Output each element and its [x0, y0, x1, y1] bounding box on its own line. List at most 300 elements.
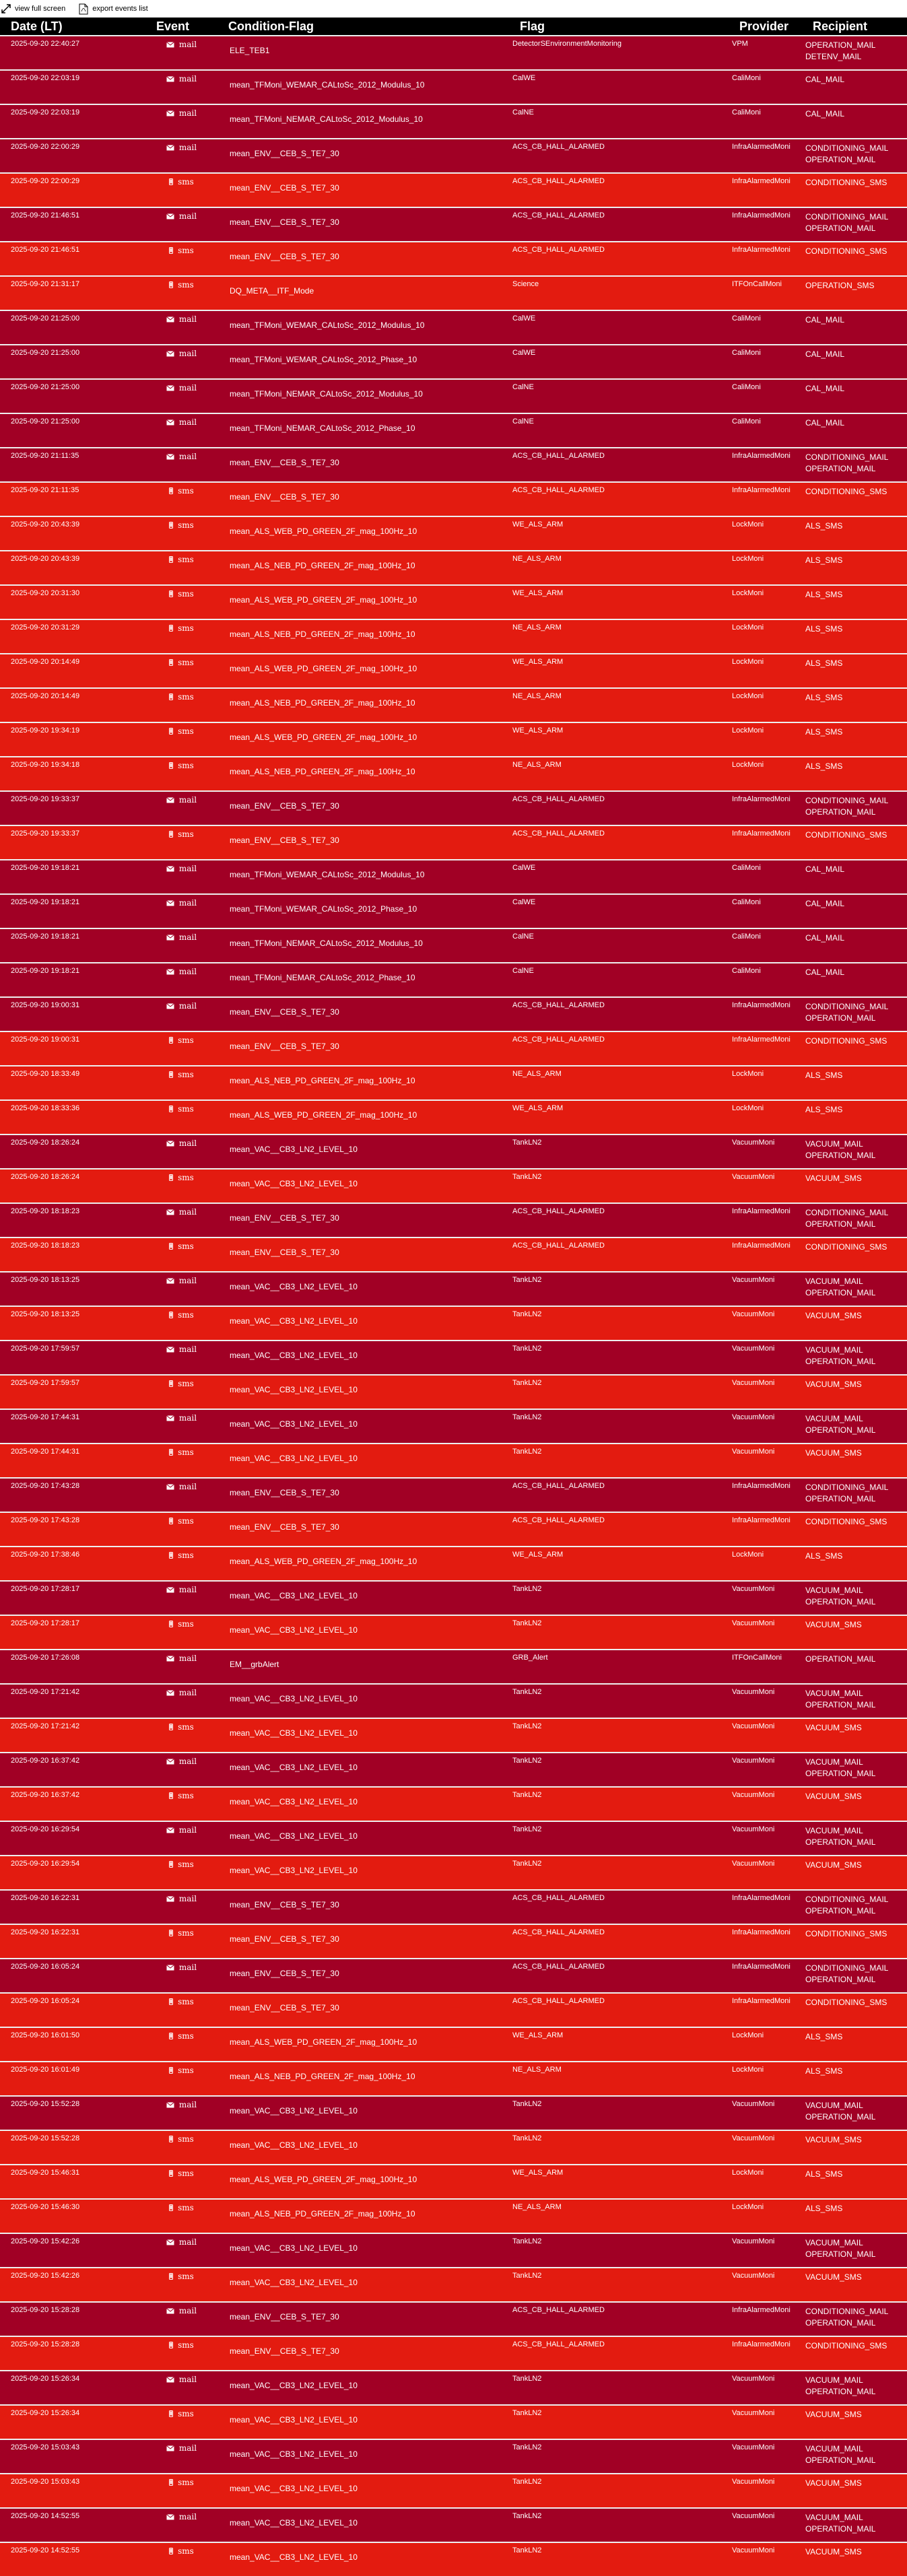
event-flag: WE_ALS_ARM [509, 2027, 729, 2062]
table-row[interactable] [0, 1856, 907, 1890]
event-date: 2025-09-20 17:21:42 [0, 1684, 145, 1718]
table-row[interactable] [0, 1787, 907, 1821]
recipient-name: VACUUM_SMS [805, 1723, 862, 1732]
event-date: 2025-09-20 15:42:26 [0, 2233, 145, 2268]
event-type-label: sms [178, 177, 194, 187]
event-type [145, 1100, 217, 1134]
event-date: 2025-09-20 19:33:37 [0, 825, 145, 860]
table-row[interactable] [0, 1238, 907, 1272]
event-type [145, 1615, 217, 1650]
envelope-icon [166, 1002, 174, 1011]
recipient-name: CONDITIONING_MAIL [805, 212, 889, 222]
event-flag: ACS_CB_HALL_ALARMED [509, 242, 729, 276]
event-type [145, 2336, 217, 2371]
table-row[interactable] [0, 482, 907, 516]
event-type-label: sms [178, 1551, 194, 1560]
table-row[interactable] [0, 448, 907, 482]
event-type-label: mail [178, 864, 197, 873]
table-row[interactable] [0, 963, 907, 997]
event-flag: WE_ALS_ARM [509, 2165, 729, 2199]
event-provider: VacuumMoni [729, 1169, 802, 1203]
event-flag: TankLN2 [509, 1444, 729, 1478]
event-provider: LockMoni [729, 619, 802, 654]
recipient-name: OPERATION_MAIL [805, 40, 876, 50]
event-flag: TankLN2 [509, 2405, 729, 2439]
event-type [145, 104, 217, 139]
table-row[interactable] [0, 894, 907, 928]
event-date: 2025-09-20 19:18:21 [0, 928, 145, 963]
event-condition-flag: mean_TFMoni_NEMAR_CALtoSc_2012_Modulus_10 [217, 928, 509, 963]
mobile-phone-icon [169, 2547, 173, 2556]
event-date: 2025-09-20 15:52:28 [0, 2130, 145, 2165]
table-row[interactable] [0, 242, 907, 276]
event-provider: InfraAlarmedMoni [729, 1993, 802, 2027]
event-type [145, 2096, 217, 2130]
table-row[interactable] [0, 207, 907, 242]
recipient-name: OPERATION_MAIL [805, 1425, 876, 1435]
event-type-label: sms [178, 1173, 194, 1182]
recipient-name: VACUUM_MAIL [805, 2375, 863, 2385]
view-full-screen-link[interactable] [1, 4, 65, 13]
table-row[interactable] [0, 1375, 907, 1409]
recipient-name: CONDITIONING_MAIL [805, 1002, 889, 1011]
event-type-label: sms [178, 520, 194, 530]
event-type-label: sms [178, 2340, 194, 2350]
event-type [145, 345, 217, 379]
header-provider: Provider [729, 18, 802, 36]
event-condition-flag: mean_VAC__CB3_LN2_LEVEL_10 [217, 1272, 509, 1306]
event-condition-flag: mean_ENV__CEB_S_TE7_30 [217, 139, 509, 173]
recipient-name: CONDITIONING_MAIL [805, 452, 889, 462]
event-recipients [802, 482, 907, 516]
table-row[interactable] [0, 1169, 907, 1203]
recipient-name: OPERATION_SMS [805, 281, 875, 290]
table-row[interactable] [0, 2336, 907, 2371]
event-flag: Science [509, 276, 729, 310]
event-date: 2025-09-20 19:00:31 [0, 1031, 145, 1066]
event-recipients [802, 825, 907, 860]
event-provider: LockMoni [729, 654, 802, 688]
envelope-icon [166, 212, 174, 222]
event-condition-flag: mean_TFMoni_NEMAR_CALtoSc_2012_Modulus_10 [217, 379, 509, 413]
table-row[interactable] [0, 2508, 907, 2542]
table-row[interactable] [0, 1203, 907, 1238]
event-date: 2025-09-20 16:22:31 [0, 1890, 145, 1924]
event-type [145, 1547, 217, 1581]
event-flag: TankLN2 [509, 1787, 729, 1821]
envelope-icon [166, 1483, 174, 1492]
recipient-name: OPERATION_MAIL [805, 2387, 876, 2396]
event-recipients [802, 2199, 907, 2233]
event-provider: CaliMoni [729, 928, 802, 963]
event-flag: ACS_CB_HALL_ALARMED [509, 1993, 729, 2027]
table-row[interactable] [0, 1444, 907, 1478]
event-recipients [802, 928, 907, 963]
recipient-name: VACUUM_SMS [805, 1380, 862, 1389]
table-row[interactable] [0, 2439, 907, 2474]
events-body [0, 36, 907, 2576]
event-condition-flag: mean_VAC__CB3_LN2_LEVEL_10 [217, 1718, 509, 1753]
event-flag: WE_ALS_ARM [509, 516, 729, 551]
recipient-name: CONDITIONING_SMS [805, 1929, 887, 1938]
table-row[interactable] [0, 791, 907, 825]
event-provider: LockMoni [729, 2062, 802, 2096]
event-flag: CalNE [509, 104, 729, 139]
recipient-name: VACUUM_SMS [805, 1311, 862, 1320]
event-type-label: sms [178, 2272, 194, 2281]
pdf-file-icon [79, 3, 88, 15]
event-recipients [802, 70, 907, 104]
envelope-icon [166, 1139, 174, 1149]
event-recipients [802, 2062, 907, 2096]
event-date: 2025-09-20 22:00:29 [0, 139, 145, 173]
event-type [145, 1444, 217, 1478]
event-date: 2025-09-20 16:05:24 [0, 1993, 145, 2027]
event-type [145, 2508, 217, 2542]
event-condition-flag: mean_ALS_NEB_PD_GREEN_2F_mag_100Hz_10 [217, 688, 509, 722]
recipient-name: ALS_SMS [805, 1071, 843, 1080]
event-flag: WE_ALS_ARM [509, 1100, 729, 1134]
event-provider: LockMoni [729, 1100, 802, 1134]
event-type-label: mail [178, 1001, 197, 1011]
event-type-label: mail [178, 1276, 197, 1285]
event-recipients [802, 2508, 907, 2542]
recipient-name: VACUUM_MAIL [805, 1345, 863, 1355]
event-type-label: mail [178, 795, 197, 805]
event-type [145, 1134, 217, 1169]
event-condition-flag: mean_ENV__CEB_S_TE7_30 [217, 2302, 509, 2336]
table-row[interactable] [0, 825, 907, 860]
event-recipients [802, 1341, 907, 1375]
recipient-name: VACUUM_MAIL [805, 1586, 863, 1595]
recipient-name: CONDITIONING_SMS [805, 1242, 887, 1252]
table-row[interactable] [0, 1409, 907, 1444]
event-type-label: sms [178, 1036, 194, 1045]
table-row[interactable] [0, 2130, 907, 2165]
event-provider: CaliMoni [729, 104, 802, 139]
event-provider: VacuumMoni [729, 2508, 802, 2542]
event-recipients [802, 1924, 907, 1959]
table-row[interactable] [0, 1993, 907, 2027]
event-recipients [802, 585, 907, 619]
table-row[interactable] [0, 688, 907, 722]
table-row[interactable] [0, 1066, 907, 1100]
event-condition-flag: mean_ALS_WEB_PD_GREEN_2F_mag_100Hz_10 [217, 1547, 509, 1581]
event-flag: NE_ALS_ARM [509, 688, 729, 722]
event-type [145, 1684, 217, 1718]
event-type-label: sms [178, 1070, 194, 1079]
event-condition-flag: mean_TFMoni_NEMAR_CALtoSc_2012_Phase_10 [217, 963, 509, 997]
event-date: 2025-09-20 15:26:34 [0, 2405, 145, 2439]
mobile-phone-icon [169, 2169, 173, 2179]
table-row[interactable] [0, 345, 907, 379]
event-recipients [802, 1959, 907, 1993]
event-date: 2025-09-20 21:25:00 [0, 310, 145, 345]
table-row[interactable] [0, 2371, 907, 2405]
event-type-label: mail [178, 1825, 197, 1835]
table-row[interactable] [0, 1959, 907, 1993]
table-row[interactable] [0, 173, 907, 207]
mobile-phone-icon [169, 590, 173, 599]
event-condition-flag: mean_VAC__CB3_LN2_LEVEL_10 [217, 1444, 509, 1478]
event-type [145, 1787, 217, 1821]
table-row[interactable] [0, 2268, 907, 2302]
event-type-label: mail [178, 1585, 197, 1594]
event-recipients [802, 722, 907, 757]
recipient-name: VACUUM_MAIL [805, 1414, 863, 1423]
table-row[interactable] [0, 1272, 907, 1306]
event-recipients [802, 997, 907, 1031]
table-row[interactable] [0, 1478, 907, 1512]
table-row[interactable] [0, 997, 907, 1031]
event-condition-flag: mean_ALS_WEB_PD_GREEN_2F_mag_100Hz_10 [217, 2027, 509, 2062]
table-row[interactable] [0, 2233, 907, 2268]
event-provider: ITFOnCallMoni [729, 1650, 802, 1684]
table-row[interactable] [0, 1341, 907, 1375]
event-type-label: sms [178, 658, 194, 667]
event-date: 2025-09-20 21:25:00 [0, 379, 145, 413]
event-type [145, 894, 217, 928]
table-row[interactable] [0, 2405, 907, 2439]
recipient-name: OPERATION_MAIL [805, 1769, 876, 1778]
event-type-label: sms [178, 623, 194, 633]
event-provider: InfraAlarmedMoni [729, 242, 802, 276]
recipient-name: VACUUM_SMS [805, 2272, 862, 2282]
recipient-name: CONDITIONING_SMS [805, 830, 887, 840]
event-provider: InfraAlarmedMoni [729, 173, 802, 207]
event-flag: ACS_CB_HALL_ALARMED [509, 2302, 729, 2336]
table-row[interactable] [0, 1718, 907, 1753]
event-flag: TankLN2 [509, 1615, 729, 1650]
table-row[interactable] [0, 2302, 907, 2336]
event-condition-flag: mean_VAC__CB3_LN2_LEVEL_10 [217, 2371, 509, 2405]
event-type-label: sms [178, 2478, 194, 2487]
event-flag: NE_ALS_ARM [509, 1066, 729, 1100]
event-type [145, 1650, 217, 1684]
mobile-phone-icon [169, 555, 173, 565]
event-date: 2025-09-20 14:52:55 [0, 2508, 145, 2542]
event-flag: ACS_CB_HALL_ALARMED [509, 1031, 729, 1066]
table-row[interactable] [0, 413, 907, 448]
event-type [145, 2165, 217, 2199]
header-recipient: Recipient [802, 18, 907, 36]
event-date: 2025-09-20 20:14:49 [0, 654, 145, 688]
envelope-icon [166, 796, 174, 805]
recipient-name: ALS_SMS [805, 2204, 843, 2213]
table-row[interactable] [0, 1684, 907, 1718]
event-date: 2025-09-20 22:03:19 [0, 70, 145, 104]
mobile-phone-icon [169, 761, 173, 771]
event-type [145, 1203, 217, 1238]
toolbar [0, 0, 907, 18]
event-type [145, 1581, 217, 1615]
event-type-label: sms [178, 1242, 194, 1251]
envelope-icon [166, 1208, 174, 1217]
event-type-label: mail [178, 40, 197, 49]
event-condition-flag: mean_ENV__CEB_S_TE7_30 [217, 1238, 509, 1272]
table-row[interactable] [0, 379, 907, 413]
event-condition-flag: mean_VAC__CB3_LN2_LEVEL_10 [217, 2439, 509, 2474]
event-type-label: mail [178, 383, 197, 393]
event-flag: ACS_CB_HALL_ALARMED [509, 448, 729, 482]
recipient-name: VACUUM_SMS [805, 1174, 862, 1183]
event-recipients [802, 1753, 907, 1787]
table-row[interactable] [0, 1650, 907, 1684]
event-condition-flag: mean_TFMoni_WEMAR_CALtoSc_2012_Phase_10 [217, 345, 509, 379]
recipient-name: VACUUM_MAIL [805, 2513, 863, 2522]
event-flag: ACS_CB_HALL_ALARMED [509, 482, 729, 516]
recipient-name: CONDITIONING_SMS [805, 1036, 887, 1046]
envelope-icon [166, 143, 174, 153]
event-type-label: sms [178, 1860, 194, 1869]
header-date: Date (LT) [0, 18, 145, 36]
table-row[interactable] [0, 1615, 907, 1650]
event-type [145, 997, 217, 1031]
event-provider: InfraAlarmedMoni [729, 139, 802, 173]
recipient-name: ALS_SMS [805, 1551, 843, 1561]
envelope-icon [166, 899, 174, 908]
event-condition-flag: mean_ENV__CEB_S_TE7_30 [217, 1890, 509, 1924]
table-row[interactable] [0, 757, 907, 791]
table-row[interactable] [0, 551, 907, 585]
table-row[interactable] [0, 36, 907, 70]
event-condition-flag: mean_TFMoni_WEMAR_CALtoSc_2012_Modulus_10 [217, 310, 509, 345]
table-row[interactable] [0, 1890, 907, 1924]
event-provider: LockMoni [729, 2027, 802, 2062]
recipient-name: CONDITIONING_SMS [805, 1998, 887, 2007]
mobile-phone-icon [169, 2272, 173, 2282]
event-type-label: sms [178, 589, 194, 599]
event-type [145, 688, 217, 722]
event-condition-flag: mean_TFMoni_NEMAR_CALtoSc_2012_Modulus_10 [217, 104, 509, 139]
event-condition-flag: mean_ENV__CEB_S_TE7_30 [217, 1924, 509, 1959]
table-row[interactable] [0, 2165, 907, 2199]
event-type [145, 2233, 217, 2268]
event-date: 2025-09-20 19:18:21 [0, 963, 145, 997]
event-date: 2025-09-20 17:28:17 [0, 1615, 145, 1650]
event-recipients [802, 1581, 907, 1615]
event-flag: CalWE [509, 860, 729, 894]
table-row[interactable] [0, 2062, 907, 2096]
event-date: 2025-09-20 20:14:49 [0, 688, 145, 722]
event-recipients [802, 1134, 907, 1169]
recipient-name: DETENV_MAIL [805, 52, 862, 61]
envelope-icon [166, 1826, 174, 1835]
envelope-icon [166, 1895, 174, 1904]
table-row[interactable] [0, 104, 907, 139]
table-row[interactable] [0, 585, 907, 619]
envelope-icon [166, 452, 174, 462]
event-date: 2025-09-20 22:40:27 [0, 36, 145, 70]
recipient-name: VACUUM_MAIL [805, 2444, 863, 2453]
event-flag: TankLN2 [509, 1821, 729, 1856]
event-date: 2025-09-20 17:59:57 [0, 1341, 145, 1375]
table-row[interactable] [0, 1547, 907, 1581]
table-row[interactable] [0, 139, 907, 173]
export-events-link[interactable] [79, 3, 148, 15]
recipient-name: CAL_MAIL [805, 865, 845, 874]
event-provider: InfraAlarmedMoni [729, 448, 802, 482]
table-row[interactable] [0, 1924, 907, 1959]
envelope-icon [166, 2513, 174, 2522]
recipient-name: ALS_SMS [805, 2066, 843, 2076]
table-row[interactable] [0, 619, 907, 654]
table-row[interactable] [0, 2542, 907, 2576]
event-date: 2025-09-20 20:43:39 [0, 516, 145, 551]
event-condition-flag: mean_ENV__CEB_S_TE7_30 [217, 242, 509, 276]
event-type [145, 1031, 217, 1066]
envelope-icon [166, 349, 174, 359]
event-provider: CaliMoni [729, 379, 802, 413]
table-row[interactable] [0, 1753, 907, 1787]
event-recipients [802, 1409, 907, 1444]
event-date: 2025-09-20 16:29:54 [0, 1856, 145, 1890]
event-flag: TankLN2 [509, 1753, 729, 1787]
event-date: 2025-09-20 19:34:18 [0, 757, 145, 791]
event-date: 2025-09-20 16:22:31 [0, 1924, 145, 1959]
event-type-label: mail [178, 1654, 197, 1663]
table-row[interactable] [0, 1306, 907, 1341]
event-date: 2025-09-20 21:46:51 [0, 242, 145, 276]
table-row[interactable] [0, 2474, 907, 2508]
event-type [145, 585, 217, 619]
event-recipients [802, 2027, 907, 2062]
mobile-phone-icon [169, 1036, 173, 1046]
event-flag: CalWE [509, 345, 729, 379]
event-type [145, 1066, 217, 1100]
event-condition-flag: ELE_TEB1 [217, 36, 509, 70]
table-row[interactable] [0, 1134, 907, 1169]
table-row[interactable] [0, 276, 907, 310]
table-row[interactable] [0, 928, 907, 963]
table-row[interactable] [0, 860, 907, 894]
table-row[interactable] [0, 2096, 907, 2130]
mobile-phone-icon [169, 2341, 173, 2350]
table-row[interactable] [0, 1031, 907, 1066]
event-flag: WE_ALS_ARM [509, 654, 729, 688]
table-row[interactable] [0, 70, 907, 104]
table-row[interactable] [0, 1512, 907, 1547]
envelope-icon [166, 315, 174, 325]
table-row[interactable] [0, 654, 907, 688]
recipient-name: CAL_MAIL [805, 109, 845, 118]
event-recipients [802, 860, 907, 894]
event-recipients [802, 1031, 907, 1066]
table-row[interactable] [0, 516, 907, 551]
table-row[interactable] [0, 310, 907, 345]
event-date: 2025-09-20 18:13:25 [0, 1272, 145, 1306]
event-date: 2025-09-20 21:25:00 [0, 345, 145, 379]
event-type [145, 242, 217, 276]
event-type [145, 654, 217, 688]
recipient-name: VACUUM_MAIL [805, 1689, 863, 1698]
table-row[interactable] [0, 1581, 907, 1615]
event-type [145, 2130, 217, 2165]
event-flag: NE_ALS_ARM [509, 551, 729, 585]
event-date: 2025-09-20 15:03:43 [0, 2439, 145, 2474]
mobile-phone-icon [169, 1723, 173, 1732]
event-flag: TankLN2 [509, 2130, 729, 2165]
recipient-name: CONDITIONING_MAIL [805, 2307, 889, 2316]
table-row[interactable] [0, 2199, 907, 2233]
table-row[interactable] [0, 1100, 907, 1134]
table-row[interactable] [0, 722, 907, 757]
table-row[interactable] [0, 2027, 907, 2062]
event-condition-flag: mean_VAC__CB3_LN2_LEVEL_10 [217, 1306, 509, 1341]
mobile-phone-icon [169, 1998, 173, 2007]
recipient-name: ALS_SMS [805, 1105, 843, 1114]
event-condition-flag: mean_ALS_WEB_PD_GREEN_2F_mag_100Hz_10 [217, 585, 509, 619]
